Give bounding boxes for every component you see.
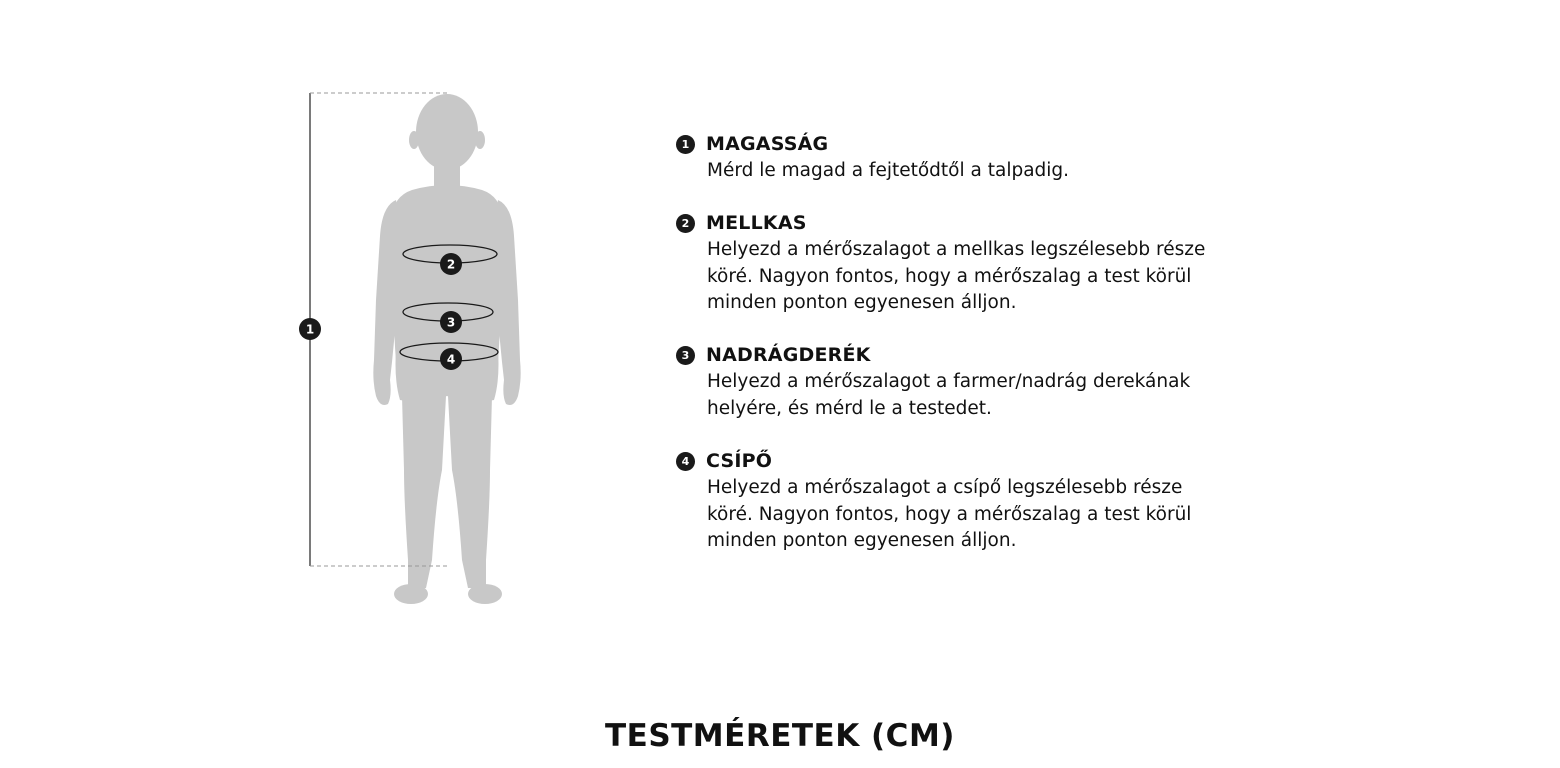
guide-description — [707, 158, 1247, 185]
guide-line: Helyezd a mérőszalagot a csípő legszélesebb része — [707, 477, 1183, 498]
guide-number-badge: 3 — [676, 346, 695, 365]
hip-marker — [440, 348, 462, 370]
guide-hip — [676, 450, 1276, 555]
guide-number-badge: 4 — [676, 452, 695, 471]
height-marker — [299, 318, 321, 340]
guide-title: CSÍPŐ — [706, 450, 773, 472]
guide-title: MELLKAS — [706, 212, 807, 234]
guide-line: minden ponton egyenesen álljon. — [707, 530, 1017, 551]
guide-line: Helyezd a mérőszalagot a farmer/nadrág derekának — [707, 371, 1191, 392]
guide-line: Helyezd a mérőszalagot a mellkas legszélesebb része — [707, 239, 1206, 260]
guide-waist — [676, 344, 1276, 422]
waist-marker — [440, 311, 462, 333]
svg-text:2: 2 — [446, 257, 456, 272]
guide-title: MAGASSÁG — [706, 133, 829, 155]
guide-description — [707, 237, 1247, 317]
guide-number-badge: 2 — [676, 214, 695, 233]
guide-line: köré. Nagyon fontos, hogy a mérőszalag a test körül — [707, 503, 1192, 525]
guide-title: NADRÁGDERÉK — [706, 344, 871, 366]
guide-description — [707, 369, 1247, 422]
guide-height — [676, 133, 1276, 185]
svg-text:1: 1 — [305, 322, 315, 337]
guide-description — [707, 475, 1247, 555]
guide-line: Mérd le magad a fejtetődtől a talpadig. — [707, 160, 1070, 181]
guide-line: köré. Nagyon fontos, hogy a mérőszalag a test körül — [707, 265, 1192, 287]
svg-text:4: 4 — [446, 352, 456, 367]
body-measurements-heading: TESTMÉRETEK (CM) — [605, 718, 955, 754]
chest-marker — [440, 253, 462, 275]
guide-number-badge: 1 — [676, 135, 695, 154]
guide-line: helyére, és mérd le a testedet. — [707, 397, 992, 419]
guide-chest — [676, 212, 1276, 317]
svg-text:3: 3 — [446, 315, 456, 330]
guide-line: minden ponton egyenesen álljon. — [707, 292, 1017, 313]
